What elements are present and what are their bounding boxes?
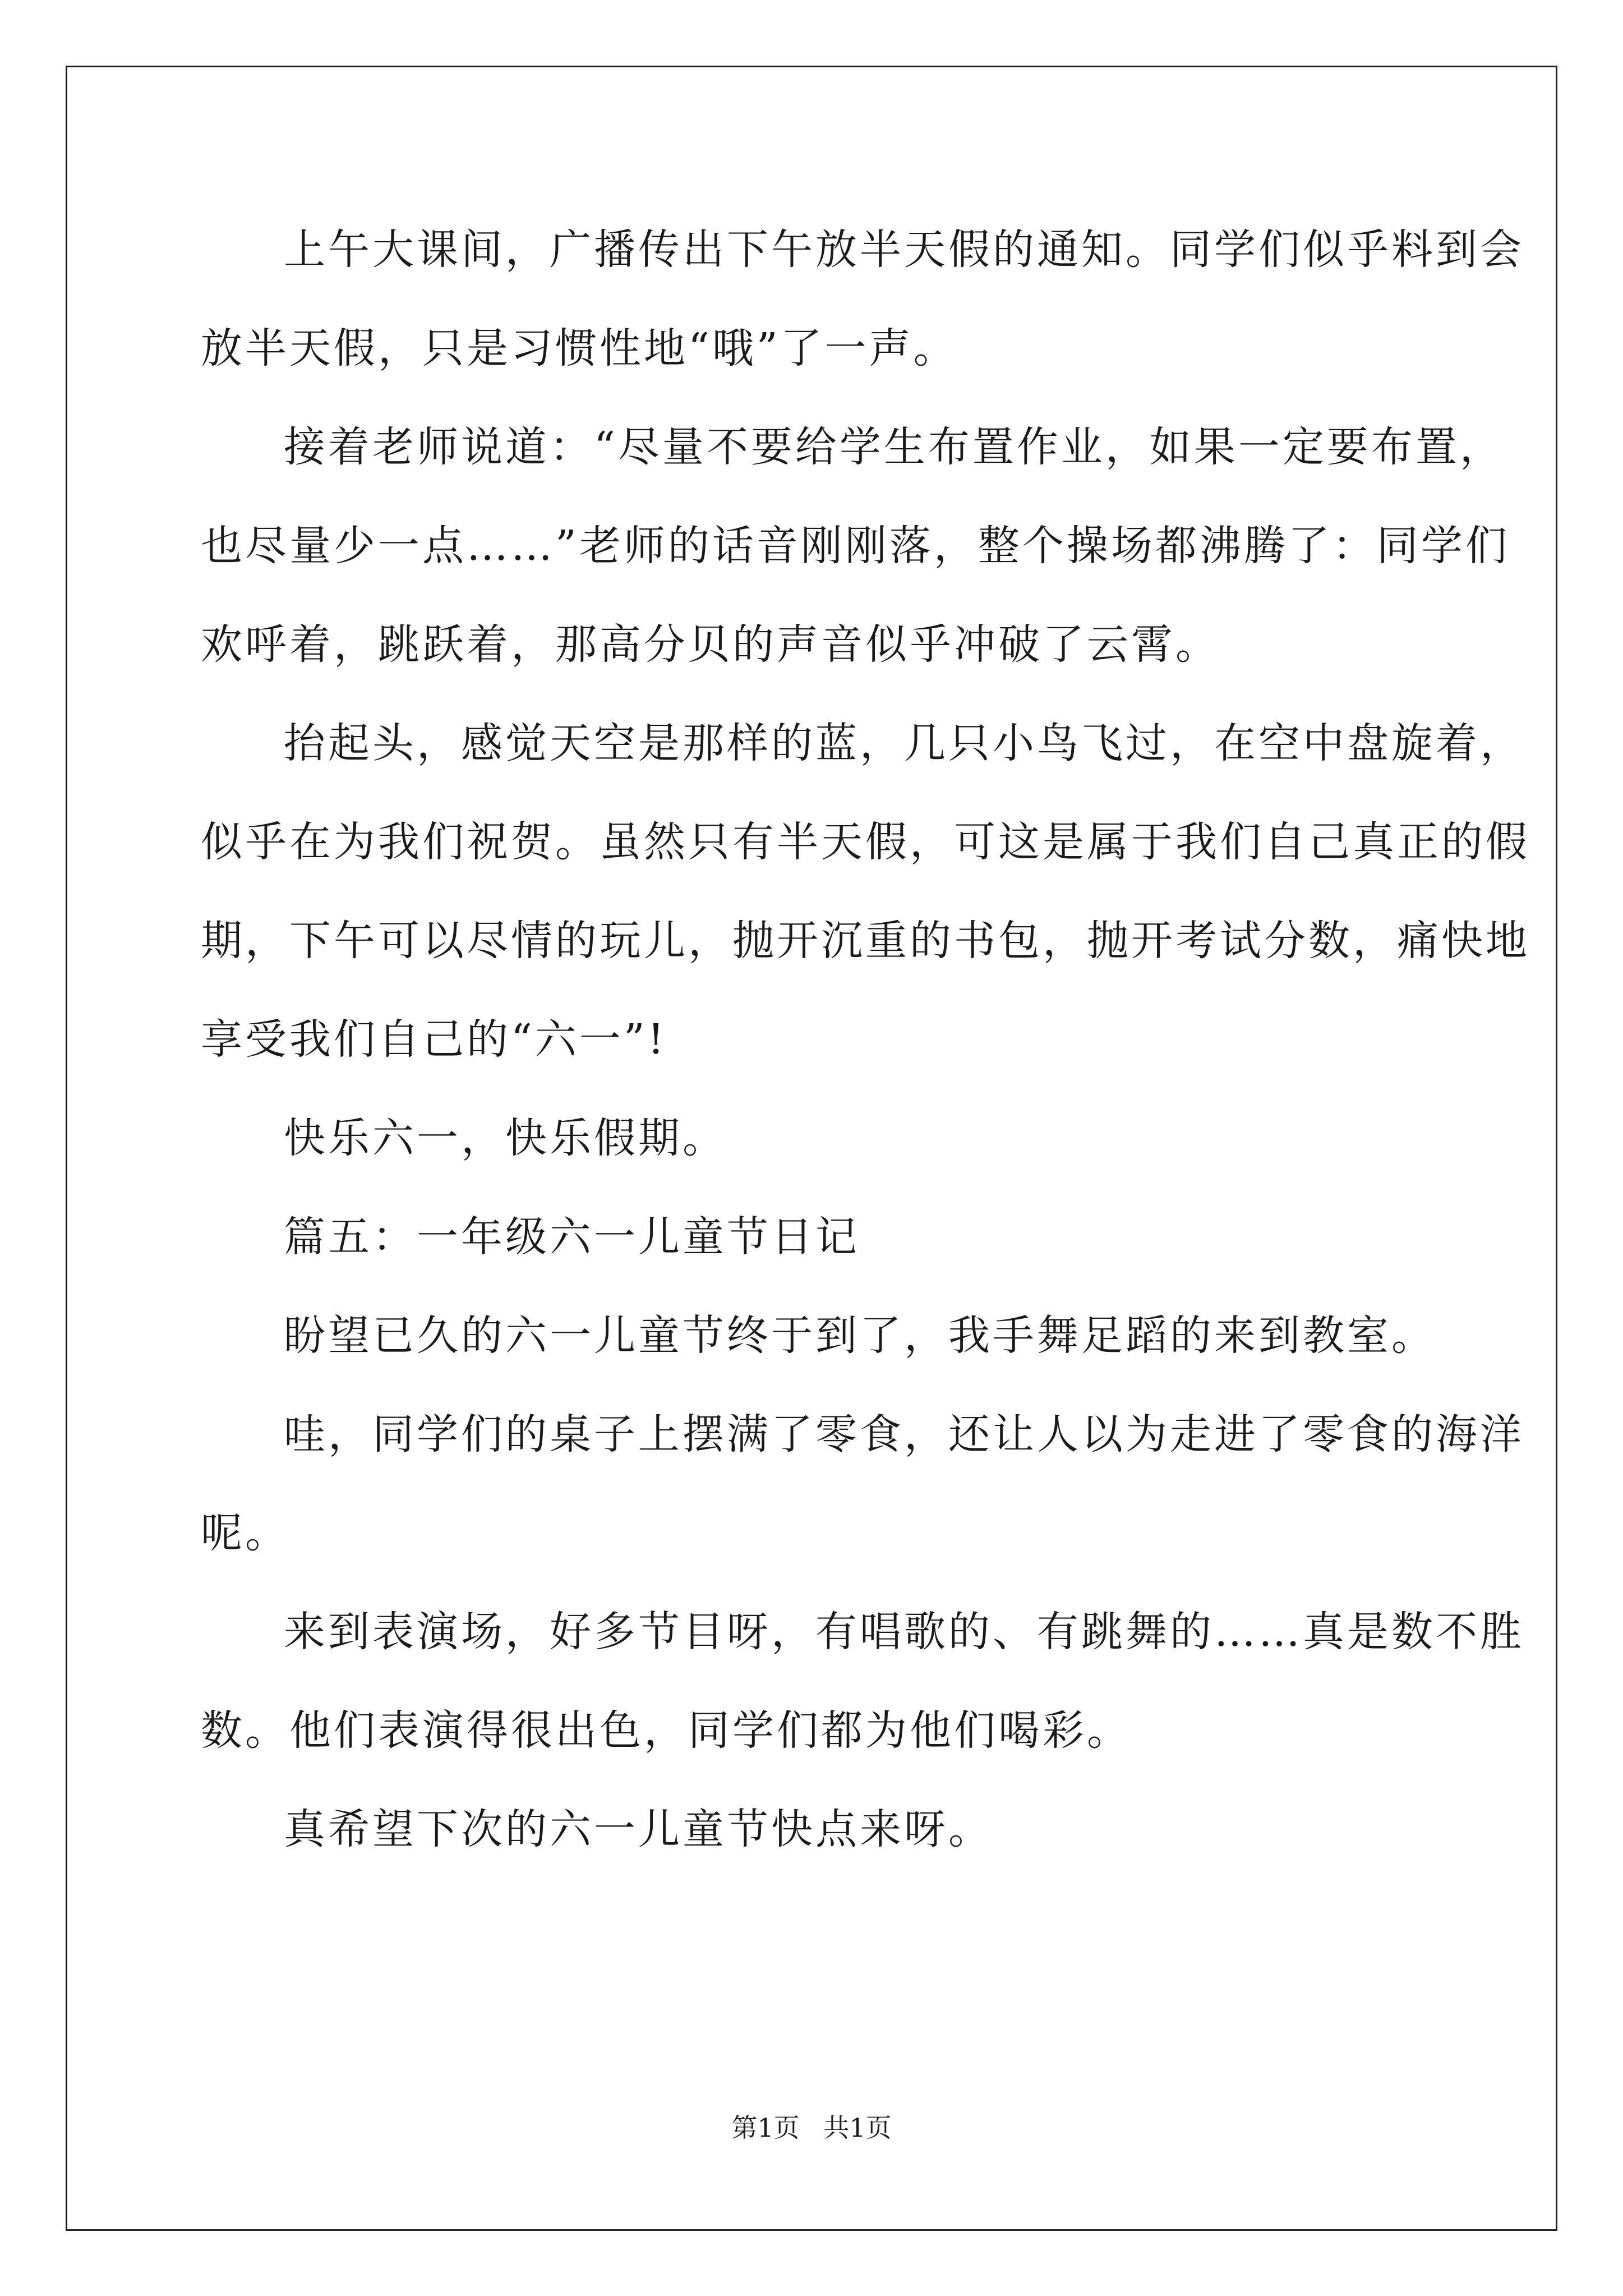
page-number: 第1页 (731, 2113, 800, 2143)
text-line: 接着老师说道：“尽量不要给学生布置作业，如果一定要布置， (284, 423, 1504, 471)
page-footer (0, 2111, 1623, 2145)
text-line: 真希望下次的六一儿童节快点来呀。 (284, 1805, 993, 1853)
text-line: 数。他们表演得很出色，同学们都为他们喝彩。 (201, 1706, 1131, 1755)
text-line: 似乎在为我们祝贺。虽然只有半天假，可这是属于我们自己真正的假 (201, 818, 1530, 866)
text-line: 期，下午可以尽情的玩儿，抛开沉重的书包，抛开考试分数，痛快地 (201, 917, 1530, 965)
section-heading: 篇五：一年级六一儿童节日记 (284, 1213, 860, 1261)
text-line: 也尽量少一点……”老师的话音刚刚落，整个操场都沸腾了：同学们 (201, 522, 1510, 570)
text-line: 享受我们自己的“六一”! (201, 1015, 667, 1064)
text-line: 盼望已久的六一儿童节终于到了，我手舞足蹈的来到教室。 (284, 1312, 1436, 1360)
text-line: 呢。 (201, 1509, 289, 1557)
text-line: 快乐六一，快乐假期。 (284, 1114, 727, 1162)
text-line: 抬起头，感觉天空是那样的蓝，几只小鸟飞过，在空中盘旋着， (284, 719, 1524, 767)
text-line: 欢呼着，跳跃着，那高分贝的声音似乎冲破了云霄。 (201, 620, 1220, 669)
text-line: 哇，同学们的桌子上摆满了零食，还让人以为走进了零食的海洋 (284, 1410, 1524, 1458)
text-line: 放半天假，只是习惯性地“哦”了一声。 (201, 324, 958, 372)
page-total: 共1页 (823, 2113, 892, 2143)
text-line: 来到表演场，好多节目呀，有唱歌的、有跳舞的……真是数不胜 (284, 1608, 1524, 1656)
text-line: 上午大课间，广播传出下午放半天假的通知。同学们似乎料到会 (284, 226, 1524, 274)
